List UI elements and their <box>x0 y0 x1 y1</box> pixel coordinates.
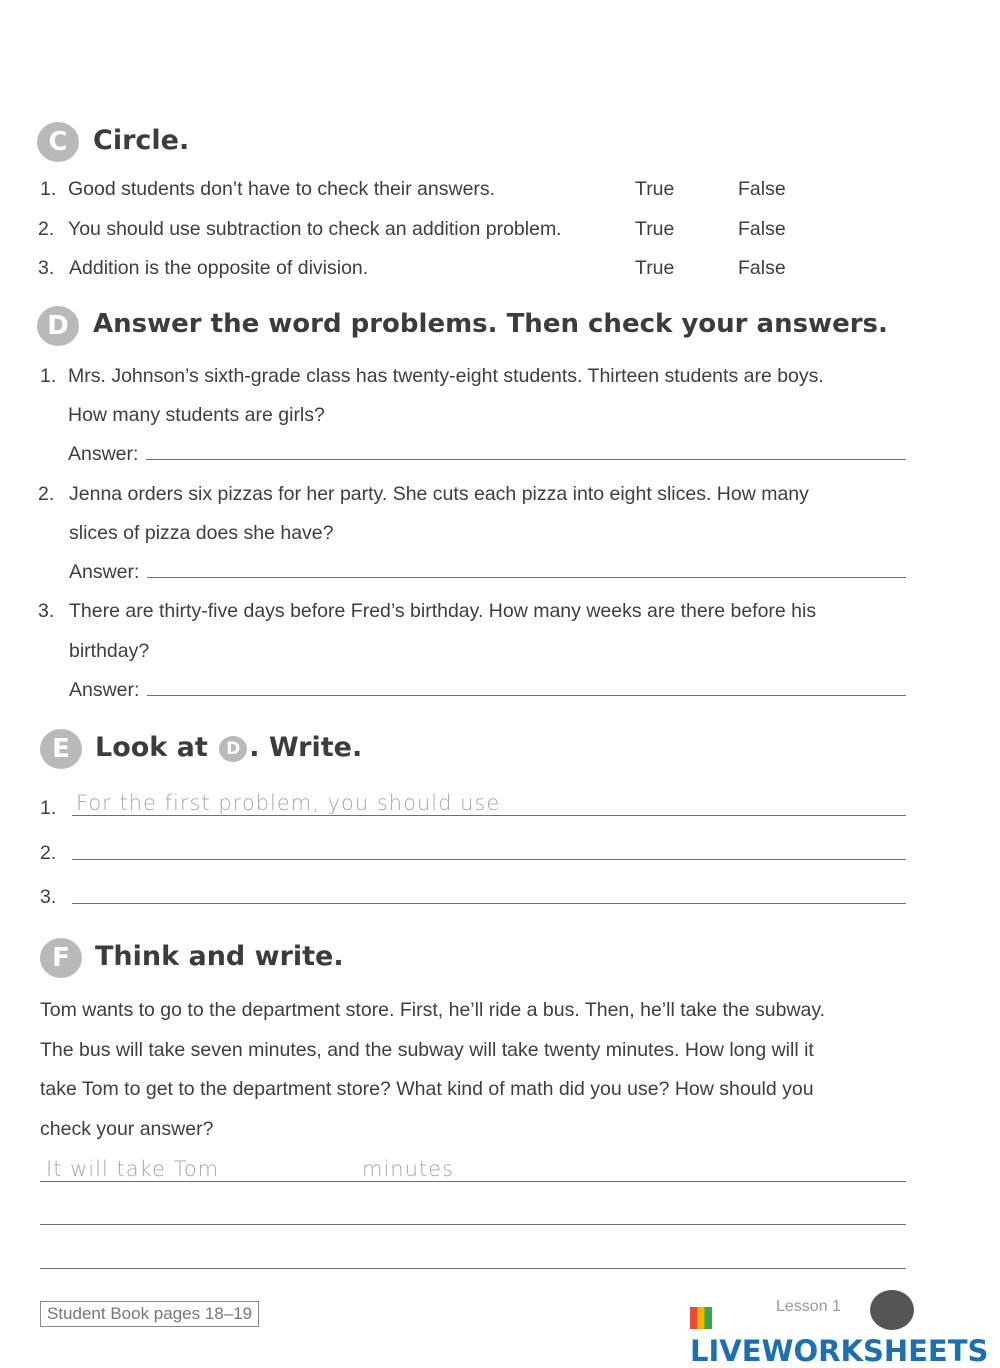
section-c-title: Circle. <box>93 125 190 156</box>
f-para-line-4: check your answer? <box>40 1118 214 1140</box>
f-para-line-2: The bus will take seven minutes, and the subway will take twenty minutes. How long will it <box>40 1039 814 1061</box>
section-e-title-post: . Write. <box>249 732 363 763</box>
e-line-3-num: 3. <box>40 886 57 908</box>
c-item-3-false[interactable]: False <box>738 257 786 279</box>
e-line-1-writing-line[interactable] <box>72 815 906 816</box>
f-writing-line-2[interactable] <box>40 1224 906 1225</box>
d-problem-3-line1: There are thirty-five days before Fred’s birthday. How many weeks are there before his <box>69 600 817 622</box>
student-book-pages: Student Book pages 18–19 <box>40 1301 259 1327</box>
section-f-title: Think and write. <box>95 941 344 972</box>
c-item-1-false[interactable]: False <box>738 178 786 200</box>
e-line-1-num: 1. <box>40 797 57 819</box>
d-problem-3-num: 3. <box>38 600 55 622</box>
c-item-3-true[interactable]: True <box>635 257 675 279</box>
lesson-label: Lesson 1 <box>776 1298 841 1315</box>
f-prompt-b: minutes <box>362 1157 455 1181</box>
c-item-2-num: 2. <box>38 218 55 240</box>
c-item-2-text: You should use subtraction to check an addition problem. <box>68 218 562 240</box>
d-problem-2-line1: Jenna orders six pizzas for her party. She cuts each pizza into eight slices. How many <box>69 483 809 505</box>
c-item-1-text: Good students don’t have to check their answers. <box>68 178 496 200</box>
f-writing-line-1[interactable] <box>40 1181 906 1182</box>
d-problem-1-num: 1. <box>40 365 57 387</box>
d-problem-3-line2: birthday? <box>69 640 150 662</box>
e-line-1-prompt: For the first problem, you should use <box>76 791 501 815</box>
d-problem-1-answer-label: Answer: <box>68 443 139 465</box>
e-line-2-writing-line[interactable] <box>72 859 906 860</box>
section-c-badge: C <box>37 122 79 162</box>
c-item-3-num: 3. <box>38 257 55 279</box>
f-para-line-3: take Tom to get to the department store? What kind of math did you use? How should you <box>40 1078 814 1100</box>
section-d-title: Answer the word problems. Then check your answers. <box>93 309 888 339</box>
d-problem-2-answer-label: Answer: <box>69 561 140 583</box>
f-writing-line-3[interactable] <box>40 1268 906 1269</box>
d-problem-1-line2: How many students are girls? <box>68 404 325 426</box>
d-problem-2-answer-line[interactable] <box>147 577 906 578</box>
d-problem-1-answer-line[interactable] <box>146 459 906 460</box>
liveworksheets-mark-icon <box>690 1307 712 1329</box>
d-problem-3-answer-label: Answer: <box>69 679 140 701</box>
c-item-3-text: Addition is the opposite of division. <box>69 257 369 279</box>
liveworksheets-logo[interactable] <box>690 1300 1000 1368</box>
c-item-2-true[interactable]: True <box>635 218 675 240</box>
f-prompt-a: It will take Tom <box>46 1157 220 1181</box>
c-item-1-num: 1. <box>40 178 57 200</box>
section-f-badge: F <box>40 938 82 978</box>
e-line-3-writing-line[interactable] <box>72 903 906 904</box>
d-problem-2-num: 2. <box>38 483 55 505</box>
d-problem-2-line2: slices of pizza does she have? <box>69 522 334 544</box>
d-problem-1-line1: Mrs. Johnson’s sixth-grade class has twenty-eight students. Thirteen students are boys. <box>68 365 824 387</box>
section-e-ref-badge: D <box>219 736 247 762</box>
c-item-2-false[interactable]: False <box>738 218 786 240</box>
e-line-2-num: 2. <box>40 842 57 864</box>
section-e-title-pre: Look at <box>95 732 208 763</box>
d-problem-3-answer-line[interactable] <box>147 695 906 696</box>
section-e-title <box>95 732 362 763</box>
liveworksheets-brand: LIVEWORKSHEETS <box>690 1334 989 1368</box>
section-d-badge: D <box>37 306 79 346</box>
f-para-line-1: Tom wants to go to the department store. First, he’ll ride a bus. Then, he’ll take the subway. <box>40 999 826 1021</box>
c-item-1-true[interactable]: True <box>635 178 675 200</box>
section-e-badge: E <box>40 729 82 769</box>
